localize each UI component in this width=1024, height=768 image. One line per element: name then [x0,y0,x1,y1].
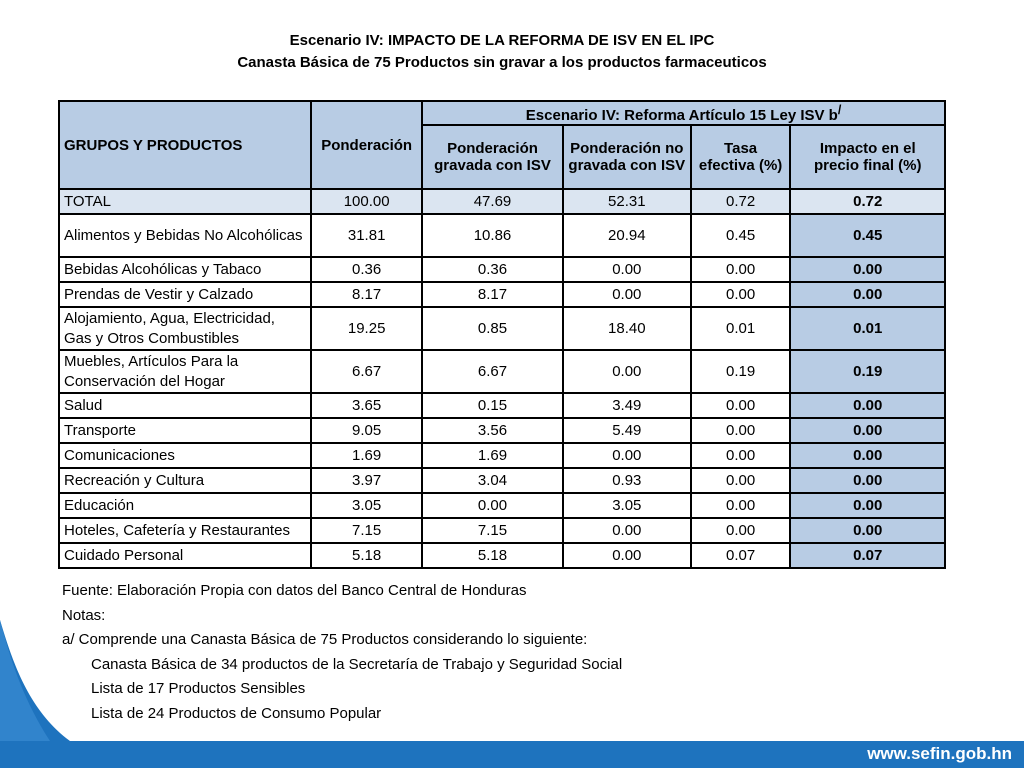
row-label: Alojamiento, Agua, Electricidad, Gas y Otros Combustibles [59,307,311,350]
cell-impact: 0.00 [790,493,945,518]
cell-taxed: 47.69 [422,189,563,214]
row-label: Muebles, Artículos Para la Conservación del Hogar [59,350,311,393]
cell-taxed: 0.36 [422,257,563,282]
page-subtitle: Canasta Básica de 75 Productos sin gravar a los productos farmaceuticos [237,54,767,71]
header-groups: GRUPOS Y PRODUCTOS [59,101,311,189]
header-scenario-sup: / [837,102,842,117]
cell-weight: 100.00 [311,189,422,214]
cell-rate: 0.07 [691,543,791,568]
row-label: Recreación y Cultura [59,468,311,493]
table-row [59,282,945,307]
table-row-total [59,189,945,214]
note-a: a/ Comprende una Canasta Básica de 75 Productos considerando lo siguiente: [62,631,588,648]
cell-weight: 7.15 [311,518,422,543]
source-note: Fuente: Elaboración Propia con datos del Banco Central de Honduras [62,582,527,599]
cell-taxed: 7.15 [422,518,563,543]
table-row [59,257,945,282]
cell-untaxed: 3.49 [563,393,691,418]
note-item: Lista de 17 Productos Sensibles [91,680,306,697]
table-row [59,307,945,350]
cell-taxed: 1.69 [422,443,563,468]
table-row [59,418,945,443]
cell-untaxed: 0.00 [563,282,691,307]
table-row [59,468,945,493]
cell-weight: 8.17 [311,282,422,307]
header-scenario-text: Escenario IV: Reforma Artículo 15 Ley ISV b [525,106,838,124]
cell-taxed: 3.04 [422,468,563,493]
cell-rate: 0.00 [691,493,791,518]
row-label: Transporte [59,418,311,443]
cell-weight: 3.65 [311,393,422,418]
cell-taxed: 0.15 [422,393,563,418]
header-rate: Tasa efectiva (%) [691,125,791,189]
cell-rate: 0.00 [691,518,791,543]
header-impact: Impacto en el precio final (%) [790,125,945,189]
cell-rate: 0.00 [691,257,791,282]
cell-impact: 0.00 [790,468,945,493]
cell-rate: 0.00 [691,468,791,493]
cell-weight: 9.05 [311,418,422,443]
cell-rate: 0.72 [691,189,791,214]
cell-untaxed: 3.05 [563,493,691,518]
footer-url[interactable]: www.sefin.gob.hn [867,744,1012,763]
cell-untaxed: 0.00 [563,518,691,543]
cell-rate: 0.19 [691,350,791,393]
cell-taxed: 6.67 [422,350,563,393]
cell-impact: 0.01 [790,307,945,350]
cell-impact: 0.00 [790,257,945,282]
cell-weight: 31.81 [311,214,422,257]
notes-label: Notas: [62,606,106,624]
cell-impact: 0.00 [790,393,945,418]
cell-rate: 0.00 [691,418,791,443]
row-label: Comunicaciones [59,443,311,468]
cell-weight: 3.97 [311,468,422,493]
cell-untaxed: 0.93 [563,468,691,493]
cell-rate: 0.00 [691,393,791,418]
page-title: Escenario IV: IMPACTO DE LA REFORMA DE ISV EN EL IPC [289,32,715,49]
cell-rate: 0.00 [691,282,791,307]
row-label: Alimentos y Bebidas No Alcohólicas [59,214,311,257]
note-item: Lista de 24 Productos de Consumo Popular [91,704,382,722]
cell-impact: 0.07 [790,543,945,568]
row-label: Salud [59,393,311,418]
cell-weight: 3.05 [311,493,422,518]
header-scenario [422,101,945,125]
header-weight: Ponderación [311,101,422,189]
cell-impact: 0.00 [790,518,945,543]
cell-impact: 0.72 [790,189,945,214]
cell-untaxed: 0.00 [563,257,691,282]
cell-untaxed: 20.94 [563,214,691,257]
cell-weight: 0.36 [311,257,422,282]
title-block [0,30,1004,74]
row-label: Educación [59,493,311,518]
impact-table [58,100,946,569]
cell-impact: 0.00 [790,282,945,307]
cell-taxed: 10.86 [422,214,563,257]
header-taxed: Ponderación gravada con ISV [422,125,563,189]
table-row [59,443,945,468]
cell-impact: 0.45 [790,214,945,257]
cell-weight: 5.18 [311,543,422,568]
cell-impact: 0.00 [790,418,945,443]
cell-rate: 0.45 [691,214,791,257]
cell-taxed: 5.18 [422,543,563,568]
cell-weight: 1.69 [311,443,422,468]
cell-untaxed: 5.49 [563,418,691,443]
table-row [59,214,945,257]
notes-block [62,579,622,726]
header-untaxed: Ponderación no gravada con ISV [563,125,691,189]
cell-untaxed: 0.00 [563,543,691,568]
table-row [59,350,945,393]
note-item: Canasta Básica de 34 productos de la Secretaría de Trabajo y Seguridad Social [91,655,623,673]
cell-untaxed: 0.00 [563,443,691,468]
row-label: Bebidas Alcohólicas y Tabaco [59,257,311,282]
cell-taxed: 0.85 [422,307,563,350]
cell-rate: 0.01 [691,307,791,350]
cell-weight: 19.25 [311,307,422,350]
cell-impact: 0.19 [790,350,945,393]
cell-weight: 6.67 [311,350,422,393]
table-row [59,493,945,518]
row-label: Hoteles, Cafetería y Restaurantes [59,518,311,543]
table-row [59,518,945,543]
cell-untaxed: 52.31 [563,189,691,214]
row-label: TOTAL [59,189,311,214]
row-label: Cuidado Personal [59,543,311,568]
cell-impact: 0.00 [790,443,945,468]
cell-untaxed: 0.00 [563,350,691,393]
cell-untaxed: 18.40 [563,307,691,350]
cell-taxed: 3.56 [422,418,563,443]
cell-rate: 0.00 [691,443,791,468]
cell-taxed: 0.00 [422,493,563,518]
table-row [59,393,945,418]
cell-taxed: 8.17 [422,282,563,307]
table-row [59,543,945,568]
row-label: Prendas de Vestir y Calzado [59,282,311,307]
